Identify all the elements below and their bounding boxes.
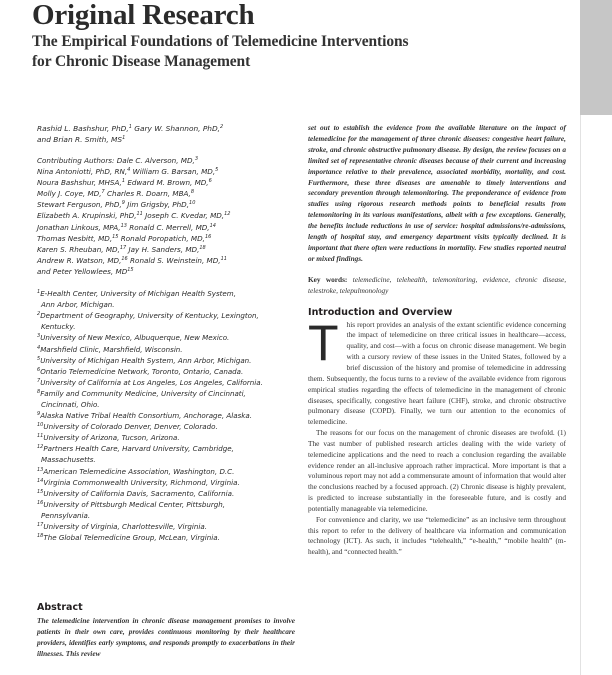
affiliation-text-continued: Kentucky.: [41, 322, 76, 332]
affiliation-item: [37, 466, 295, 477]
affiliation-number: 2: [37, 311, 41, 318]
introduction-paragraph-3: For convenience and clarity, we use “telemedicine” as an inclusive term throughout this report to refer to the delivery of healthcare via information and communication technology (ICT). As such, it includes “telehealth,” “e-health,” “mobile health” (m-health), and “connected health.”: [308, 514, 566, 557]
affiliation-number: 6: [37, 366, 41, 373]
affiliation-text: University of Colorado Denver, Denver, Colorado.: [43, 422, 218, 432]
affiliation-text-continued: Massachusetts.: [41, 455, 96, 465]
affiliation-marker: 5: [215, 167, 219, 174]
affiliation-item: [37, 344, 295, 355]
author-name-text: Charles R. Doarn, MBA,: [107, 189, 191, 199]
affiliation-marker: 16: [204, 233, 212, 240]
author-name: [134, 124, 223, 133]
affiliation-item: [37, 432, 295, 443]
affiliation-item: [37, 488, 295, 499]
contributing-authors: [37, 155, 295, 277]
affiliation-marker: 6: [208, 178, 212, 185]
affiliation-item: [37, 310, 295, 332]
margin-rule: [580, 115, 581, 675]
author-name: [121, 234, 212, 243]
introduction-paragraph-1: [308, 314, 566, 428]
author-name-text: Karen S. Rheuban, MD,: [37, 244, 120, 254]
affiliation-item: [37, 366, 295, 377]
article-title-line-1: The Empirical Foundations of Telemedicine Interventions: [32, 33, 409, 50]
author-name-text: Elizabeth A. Krupinski, PhD,: [37, 211, 137, 221]
affiliation-number: 7: [37, 377, 41, 384]
article-title-line-2: for Chronic Disease Management: [32, 53, 251, 70]
affiliation-text: Alaska Native Tribal Health Consortium, Anchorage, Alaska.: [40, 411, 252, 421]
author-name: [145, 211, 230, 220]
affiliation-number: 17: [37, 522, 44, 528]
affiliation-text: University of California at Los Angeles, Los Angeles, California.: [40, 377, 263, 387]
affiliation-number: 10: [37, 422, 44, 429]
affiliation-number: 1: [37, 289, 41, 296]
affiliation-item: [37, 355, 295, 366]
author-name: [129, 223, 216, 232]
affiliation-item: [37, 521, 295, 532]
affiliation-marker: 8: [190, 189, 195, 196]
primary-authors: [37, 123, 295, 145]
author-name: [37, 234, 118, 243]
affiliation-text: University of Arizona, Tucson, Arizona.: [43, 433, 180, 443]
affiliation-text: Partners Health Care, Harvard University, Cambridge,: [43, 444, 234, 454]
affiliation-text-continued: Pennsylvania.: [41, 510, 91, 520]
affiliation-number: 15: [37, 488, 44, 495]
affiliation-number: 14: [37, 477, 44, 484]
author-name: [37, 245, 126, 254]
affiliation-item: [37, 410, 295, 421]
affiliation-marker: 12: [224, 211, 231, 218]
author-name-text: Jim Grigsby, PhD,: [127, 200, 190, 210]
affiliation-marker: 11: [136, 211, 143, 218]
affiliation-marker: 15: [112, 233, 119, 240]
affiliation-item: [37, 388, 295, 410]
affiliation-text: University of Michigan Health System, Ann Arbor, Michigan.: [40, 355, 252, 365]
drop-cap: T: [308, 314, 339, 371]
contributors-label: Contributing Authors:: [37, 156, 115, 165]
author-name: [37, 256, 128, 265]
author-name-text: William G. Barsan, MD,: [132, 167, 216, 177]
author-name-text: Thomas Nesbitt, MD,: [37, 233, 113, 243]
affiliation-text: University of Virginia, Charlottesville, Virginia.: [43, 522, 207, 531]
affiliation-marker: 16: [121, 255, 128, 262]
author-name-text: Rashid L. Bashshur, PhD,: [37, 124, 129, 133]
author-name-text: Edward M. Brown, MD,: [127, 178, 209, 188]
author-name: [37, 267, 134, 276]
affiliation-marker: 9: [121, 200, 125, 207]
author-name-text: Molly J. Coye, MD,: [37, 189, 102, 199]
affiliation-text: Marshfield Clinic, Marshfield, Wisconsin.: [40, 344, 183, 354]
affiliation-number: 8: [37, 388, 41, 395]
affiliation-marker: 1: [128, 124, 132, 130]
affiliation-text-continued: Cincinnati, Ohio.: [41, 399, 100, 409]
affiliation-item: [37, 421, 295, 432]
author-name: [129, 245, 206, 254]
author-name: [37, 124, 132, 133]
affiliation-number: 5: [37, 355, 41, 362]
affiliation-item: [37, 332, 295, 343]
affiliation-marker: 1: [122, 135, 126, 141]
author-name: [37, 178, 125, 187]
affiliation-item: [37, 532, 295, 543]
affiliation-marker: 4: [127, 167, 131, 174]
affiliation-marker: 7: [101, 189, 105, 196]
author-name-text: Dale C. Alverson, MD,: [116, 156, 195, 165]
affiliation-text: Department of Geography, University of Kentucky, Lexington,: [40, 311, 259, 321]
affiliation-text: E-Health Center, University of Michigan Health System,: [40, 289, 236, 299]
author-name-text: Jay H. Sanders, MD,: [128, 244, 200, 254]
author-name-text: and Peter Yellowlees, MD: [37, 266, 128, 276]
author-name: [37, 189, 105, 198]
affiliation-number: 3: [37, 333, 41, 340]
abstract-text-part-1: The telemedicine intervention in chronic disease management promises to involve patients in their own care, provides continuous monitoring by their healthcare providers, identifies early symptoms, and responds promptly to exacerbations in their illnesses. This review: [37, 616, 295, 658]
affiliation-marker: 2: [220, 124, 224, 130]
affiliation-number: 11: [37, 433, 44, 440]
affiliation-text: University of California Davis, Sacramento, California.: [43, 488, 235, 498]
author-name: [37, 135, 125, 144]
affiliation-text-continued: Ann Arbor, Michigan.: [41, 300, 115, 310]
author-name: [37, 200, 125, 209]
affiliation-text: University of New Mexico, Albuquerque, New Mexico.: [40, 333, 230, 343]
affiliation-text: Family and Community Medicine, University of Cincinnati,: [40, 388, 246, 398]
affiliation-number: 4: [37, 344, 41, 351]
author-name-text: Ronald Poropatich, MD,: [120, 233, 205, 243]
article-title: [32, 32, 552, 72]
affiliation-marker: 14: [209, 222, 216, 229]
author-name: [130, 256, 227, 265]
abstract-heading: Abstract: [37, 602, 83, 613]
author-name-text: Nina Antoniotti, PhD, RN,: [37, 167, 128, 177]
author-name-text: and Brian R. Smith, MS: [37, 135, 123, 144]
affiliation-marker: 11: [220, 255, 227, 262]
author-name: [127, 178, 211, 187]
affiliation-number: 13: [37, 466, 44, 473]
affiliation-text: Virginia Commonwealth University, Richmond, Virginia.: [43, 477, 240, 487]
introduction-paragraph-1-text: his report provides an analysis of the extant scientific evidence concerning the impact of telemedicine on three critical issues in healthcare—access, quality, and cost—with a focus on chronic disease management. We begin with a cursory review of these issues in the United States, followed by a brief discussion of the history and promise of telemedicine in addressing them. Subsequently, the focus turns to a review of the available evidence from rigorous empirical studies regarding the effects of telemedicine in the management of chronic diseases, specifically, congestive heart failure (CHF), stroke, and chronic obstructive pulmonary disease (COPD). Finally, we turn our attention to the economics of telemedicine.: [308, 319, 566, 427]
article-header: [32, 0, 552, 72]
affiliation-marker: 18: [199, 244, 206, 251]
affiliations-list: [37, 288, 295, 543]
author-name: [37, 223, 127, 232]
affiliation-marker: 3: [194, 156, 198, 162]
affiliation-number: 18: [37, 533, 44, 540]
keywords: [308, 275, 566, 297]
section-side-tab: [580, 0, 612, 115]
author-name: [107, 189, 194, 198]
author-name-text: Jonathan Linkous, MPA,: [37, 222, 121, 232]
affiliation-number: 12: [37, 444, 44, 451]
affiliation-text: The Global Telemedicine Group, McLean, Virginia.: [43, 533, 220, 543]
affiliation-marker: 17: [119, 244, 127, 251]
affiliation-marker: 15: [127, 266, 134, 273]
affiliation-text: University of Pittsburgh Medical Center, Pittsburgh,: [43, 499, 226, 509]
affiliation-marker: 1: [121, 178, 126, 185]
left-column: [37, 123, 295, 658]
keywords-label: Key words:: [308, 274, 348, 284]
author-name: [37, 167, 130, 176]
introduction-heading: Introduction and Overview: [308, 306, 453, 318]
author-name-text: Joseph C. Kvedar, MD,: [145, 211, 225, 221]
affiliation-item: [37, 377, 295, 388]
author-name-text: Ronald C. Merrell, MD,: [129, 222, 210, 232]
author-name: [127, 200, 195, 209]
abstract-text-part-2: set out to establish the evidence from the available literature on the impact of telemedicine for the management of three chronic diseases: congestive heart failure, stroke, and chronic obstructive pulmonary disease. By design, the review focuses on a limited set of representative chronic diseases because of their current and increasing importance relative to their prevalence, associated morbidity, mortality, and cost. Furthermore, these three diseases are amenable to timely interventions and secondary prevention through telemonitoring. The preponderance of evidence from studies using rigorous research methods points to beneficial results from telemonitoring in its various manifestations, albeit with a few exceptions. Generally, the benefits include reductions in use of service: hospital admissions/re-admissions, length of hospital stay, and emergency department visits typically declined. It is important that there often were reductions in mortality. Few studies reported neutral or mixed findings.: [308, 123, 566, 263]
section-label: Original Research: [32, 0, 255, 31]
affiliation-item: [37, 288, 295, 310]
affiliation-number: 16: [37, 499, 44, 506]
affiliation-item: [37, 477, 295, 488]
affiliation-item: [37, 443, 295, 465]
affiliation-text: American Telemedicine Association, Washington, D.C.: [43, 466, 235, 476]
affiliation-text: Ontario Telemedicine Network, Toronto, Ontario, Canada.: [40, 366, 244, 376]
keywords-list: telemedicine, telehealth, telemonitoring, evidence, chronic disease, telestroke, telepulmonology: [308, 274, 567, 295]
introduction-paragraph-2: The reasons for our focus on the management of chronic diseases are twofold. (1) The vast number of published research articles dealing with the wide variety of telemedicine applications and the need to reach a conclusion regarding the available evidence render an all-inclusive approach rather impractical. More important is that a voluminous report may not add a commensurate amount of information that would alter the conclusions reached by a focused approach. (2) Chronic disease is highly prevalent, is predicted to increase substantially in the foreseeable future, and is costly and potentially manageable via telemedicine.: [308, 428, 566, 513]
affiliation-marker: 13: [120, 222, 127, 229]
author-name: [37, 211, 143, 220]
author-name-text: Stewart Ferguson, PhD,: [37, 200, 122, 210]
right-column: [308, 123, 566, 558]
author-name: [133, 167, 219, 176]
author-name: [117, 156, 198, 165]
author-name-text: Ronald S. Weinstein, MD,: [130, 255, 221, 265]
author-name-text: Gary W. Shannon, PhD,: [134, 124, 221, 133]
author-name-text: Noura Bashshur, MHSA,: [37, 178, 122, 188]
author-name-text: Andrew R. Watson, MD,: [37, 255, 122, 265]
affiliation-marker: 10: [189, 200, 196, 207]
affiliation-item: [37, 499, 295, 521]
affiliation-number: 9: [37, 411, 41, 418]
